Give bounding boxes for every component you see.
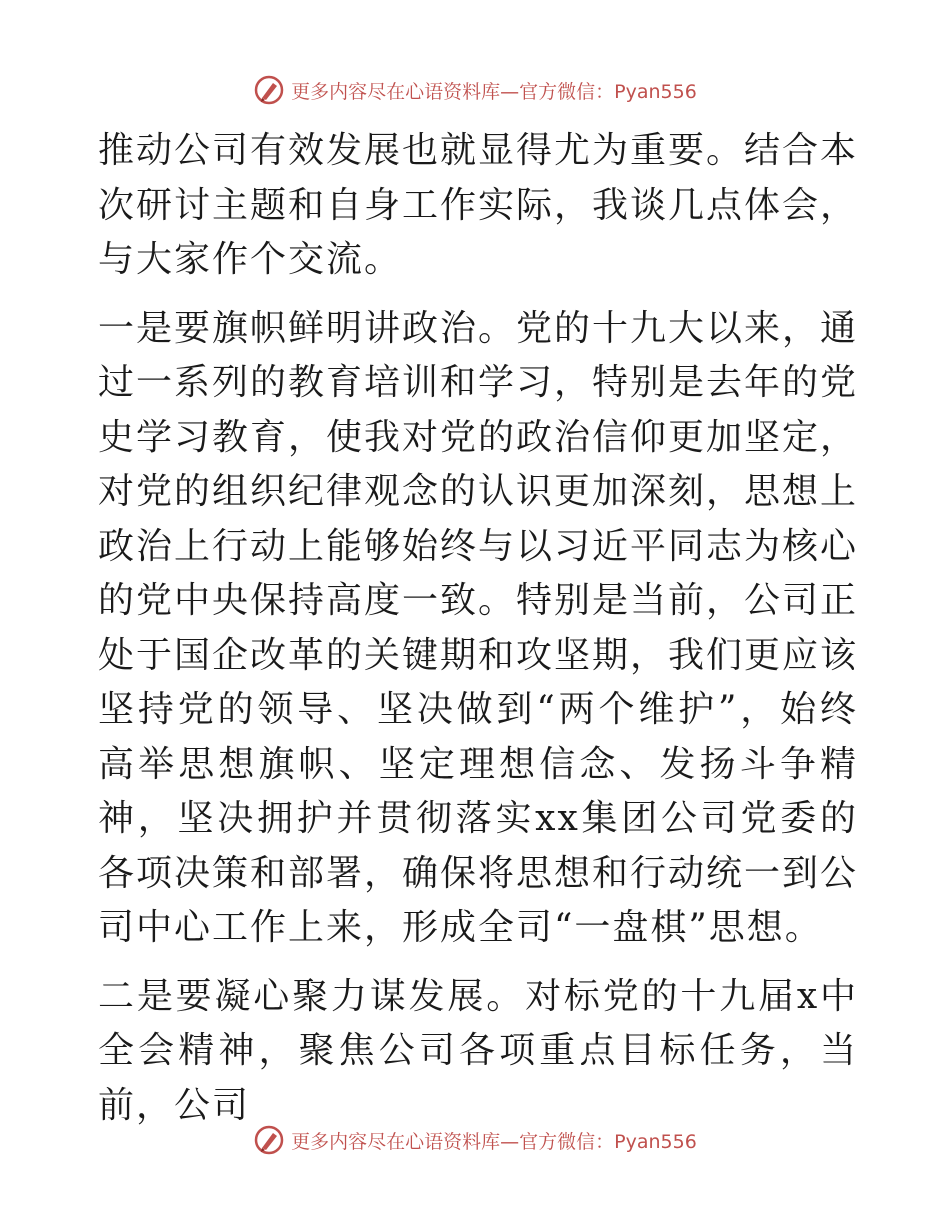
pen-logo-icon [253,74,285,106]
paragraph-point-two: 二是要凝心聚力谋发展。对标党的十九届x中全会精神，聚焦公司各项重点目标任务，当前，公司 [98,975,858,1126]
document-body [98,124,858,1133]
header-watermark [0,74,950,106]
paragraph-point-one: 一是要旗帜鲜明讲政治。党的十九大以来，通过一系列的教育培训和学习，特别是去年的党史学习教育，使我对党的政治信仰更加坚定，对党的组织纪律观念的认识更加深刻，思想上政治上行动上能够始终与以习近平同志为核心的党中央保持高度一致。特别是当前，公司正处于国企改革的关键期和攻坚期，我们更应该坚持党的领导、坚决做到“两个维护”，始终高举思想旗帜、坚定理想信念、发扬斗争精神，坚决拥护并贯彻落实xx集团公司党委的各项决策和部署，确保将思想和行动统一到公司中心工作上来，形成全司“一盘棋”思想。 [98,307,859,948]
paragraph-intro: 推动公司有效发展也就显得尤为重要。结合本次研讨主题和自身工作实际，我谈几点体会，与大家作个交流。 [98,130,859,280]
watermark-text: 更多内容尽在心语资料库—官方微信：Pyan556 [291,80,697,103]
watermark-text: 更多内容尽在心语资料库—官方微信：Pyan556 [291,1130,697,1153]
footer-watermark [0,1124,950,1156]
pen-logo-icon [253,1124,285,1156]
